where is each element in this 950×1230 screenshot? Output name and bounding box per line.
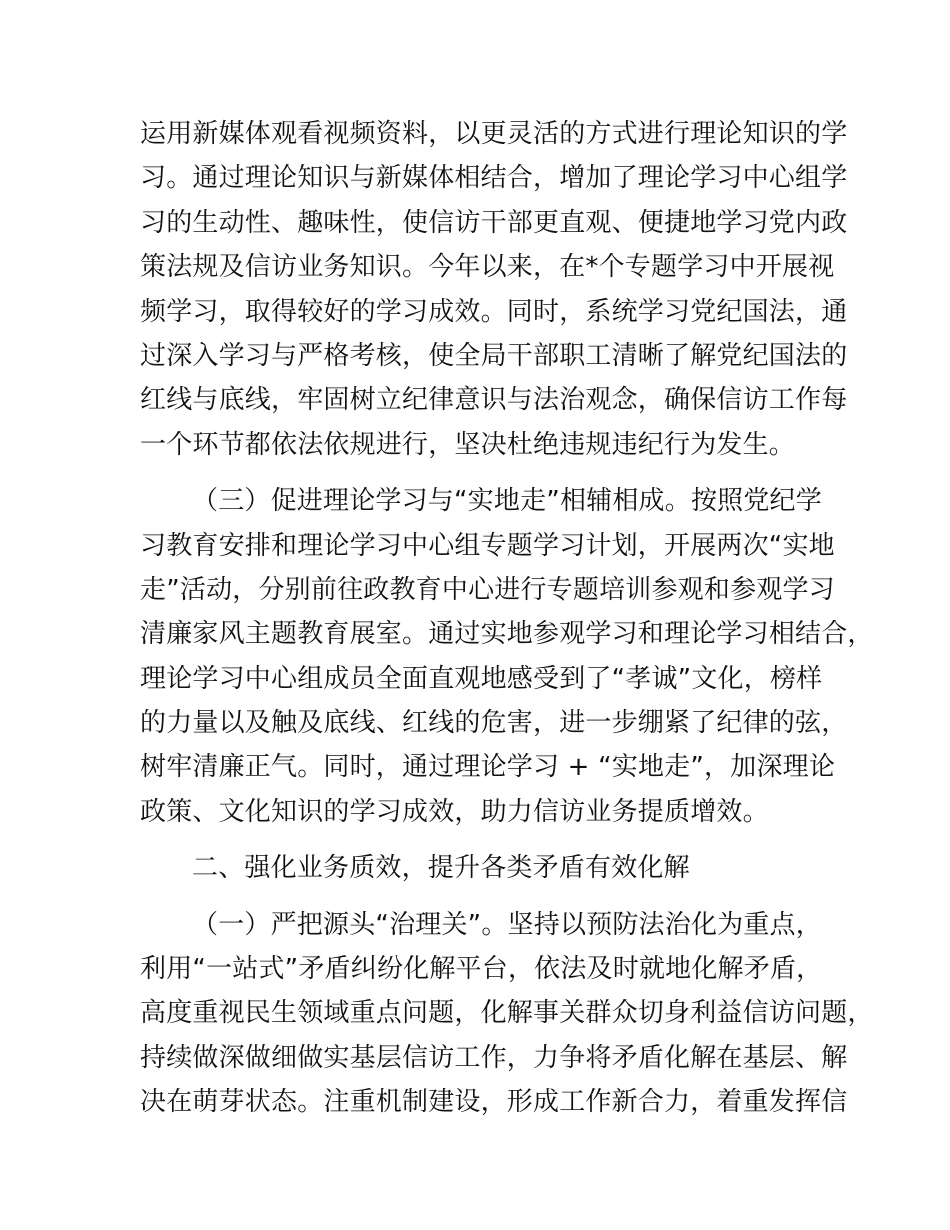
heading-line: 二、强化业务质效，提升各类矛盾有效化解 (192, 853, 690, 884)
text-line: 持续做深做细做实基层信访工作，力争将矛盾化解在基层、解 (140, 1042, 848, 1073)
text-line: 策法规及信访业务知识。今年以来，在*个专题学习中开展视 (140, 252, 835, 283)
text-line: 过深入学习与严格考核，使全局干部职工清晰了解党纪国法的 (140, 340, 848, 371)
paragraph-gap (140, 891, 840, 903)
text-line: 政策、文化知识的学习成效，助力信访业务提质增效。 (140, 796, 769, 827)
text-line: 的力量以及触及底线、红线的危害，进一步绷紧了纪律的弦， (140, 708, 848, 739)
paragraph-gap (140, 467, 840, 479)
paragraph-gap (140, 834, 840, 846)
text-line: 一个环节都依法依规进行，坚决杜绝违规违纪行为发生。 (140, 429, 796, 460)
text-line: 习的生动性、趣味性，使信访干部更直观、便捷地学习党内政 (140, 207, 848, 238)
text-line: 高度重视民生领域重点问题，化解事关群众切身利益信访问题， (140, 998, 874, 1029)
text-line: 利用“一站式”矛盾纠纷化解平台，依法及时就地化解矛盾， (140, 954, 823, 985)
text-line: 红线与底线，牢固树立纪律意识与法治观念，确保信访工作每 (140, 385, 848, 416)
text-line: 理论学习中心组成员全面直观地感受到了“孝诚”文化，榜样 (140, 663, 823, 694)
text-line: 树牢清廉正气。同时，通过理论学习 + “实地走”，加深理论 (140, 752, 836, 783)
paragraph-section-1 (140, 903, 874, 1125)
text-line: 决在萌芽状态。注重机制建设，形成工作新合力，着重发挥信 (140, 1087, 848, 1118)
paragraph-continuation (140, 112, 848, 467)
section-heading (140, 846, 840, 890)
document-body (140, 112, 874, 1125)
text-line: （一）严把源头“治理关”。坚持以预防法治化为重点， (192, 909, 822, 940)
text-line: 习教育安排和理论学习中心组专题学习计划，开展两次“实地 (140, 530, 835, 561)
text-line: （三）促进理论学习与“实地走”相辅相成。按照党纪学 (192, 486, 822, 517)
text-line: 清廉家风主题教育展室。通过实地参观学习和理论学习相结合， (140, 619, 874, 650)
text-line: 运用新媒体观看视频资料，以更灵活的方式进行理论知识的学 (140, 119, 848, 149)
text-line: 走”活动，分别前往政教育中心进行专题培训参观和参观学习 (140, 574, 835, 605)
text-line: 频学习，取得较好的学习成效。同时，系统学习党纪国法，通 (140, 296, 848, 327)
paragraph-section-3 (140, 479, 874, 834)
text-line: 习。通过理论知识与新媒体相结合，增加了理论学习中心组学 (140, 163, 848, 194)
